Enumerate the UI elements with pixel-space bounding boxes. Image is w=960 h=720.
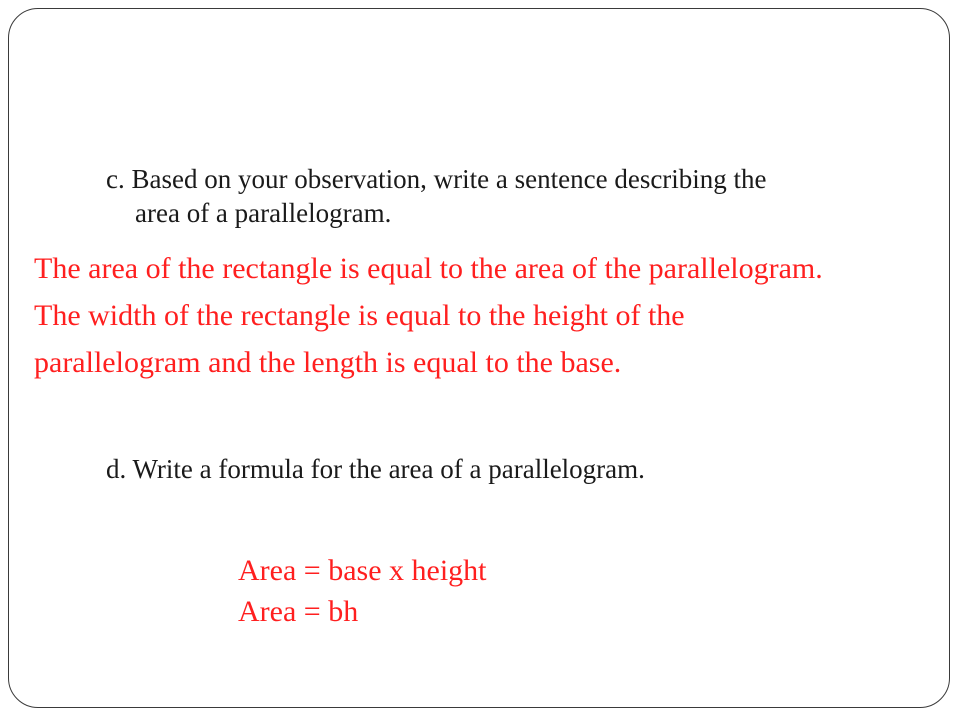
- formula-line-1: Area = base x height: [238, 554, 487, 587]
- question-c-line-1: c. Based on your observation, write a sentence describing the: [106, 164, 767, 194]
- answer-c-line-1: The area of the rectangle is equal to the area of the parallelogram.: [34, 252, 823, 285]
- question-c-line-2: area of a parallelogram.: [135, 198, 392, 228]
- answer-c-line-2: The width of the rectangle is equal to the height of the: [34, 299, 685, 332]
- question-d: d. Write a formula for the area of a parallelogram.: [106, 454, 645, 484]
- formula-line-2: Area = bh: [238, 595, 359, 628]
- answer-c-line-3: parallelogram and the length is equal to the base.: [34, 346, 622, 379]
